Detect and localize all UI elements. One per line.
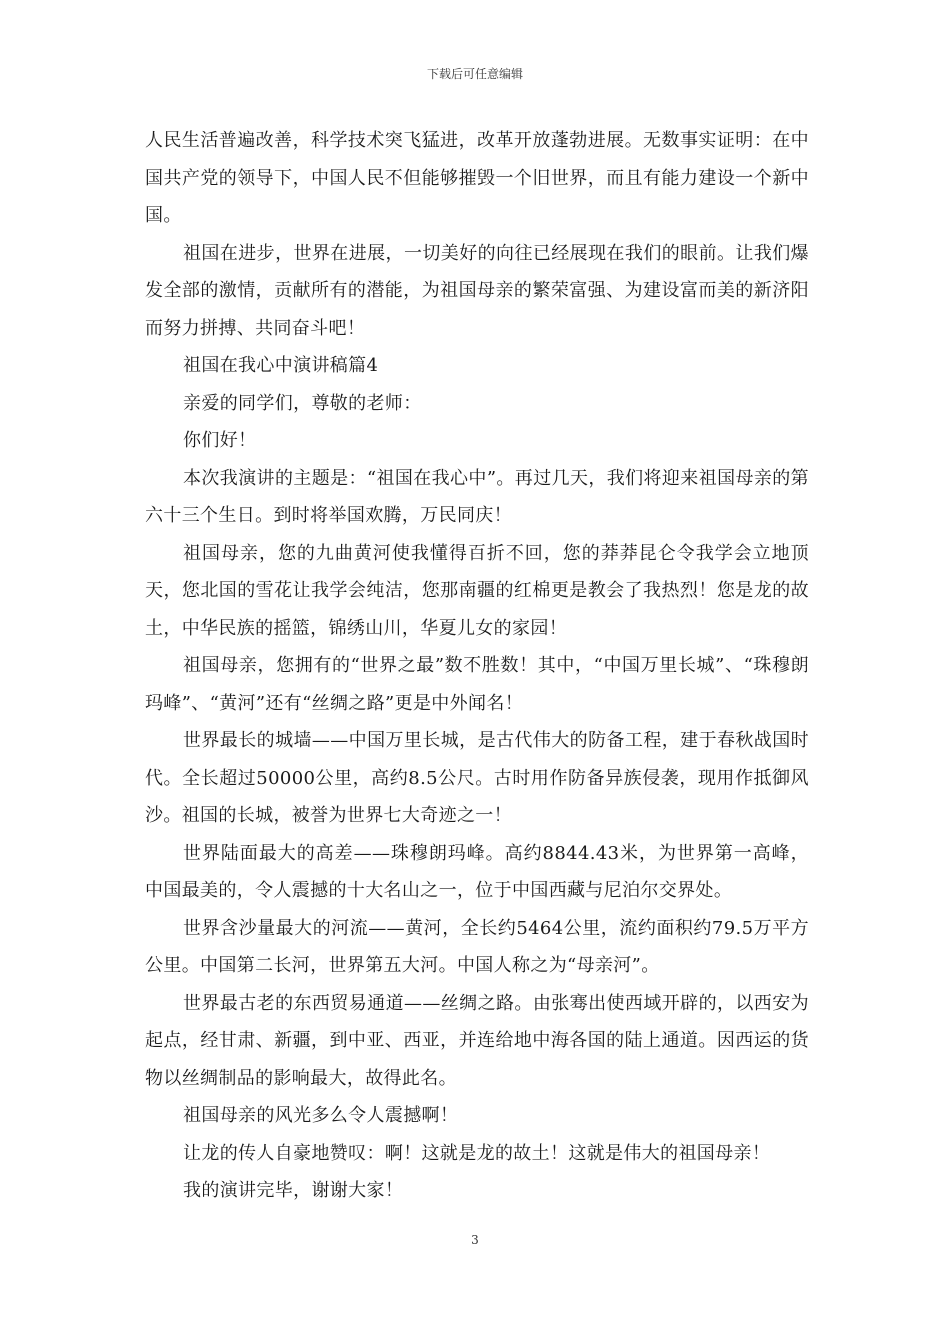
section-title: 祖国在我心中演讲稿篇4 <box>183 355 379 376</box>
paragraph: 世界最长的城墙——中国万里长城，是古代伟大的防备工程，建于春秋战国时代。全长超过50000公里，高约8.5公尺。古时用作防备异族侵袭，现用作抵御风沙。祖国的长城，被誉为世界七大奇迹之一！ <box>145 730 809 826</box>
paragraph: 让龙的传人自豪地赞叹：啊！这就是龙的故土！这就是伟大的祖国母亲！ <box>183 1142 771 1164</box>
paragraph: 祖国母亲，您的九曲黄河使我懂得百折不回，您的莽莽昆仑令我学会立地顶天，您北国的雪花让我学会纯洁，您那南疆的红棉更是教会了我热烈！您是龙的故土，中华民族的摇篮，锦绣山川，华夏儿女的家园！ <box>145 542 809 639</box>
paragraph: 世界最古老的东西贸易通道——丝绸之路。由张骞出使西域开辟的，以西安为起点，经甘肃、新疆，到中亚、西亚，并连给地中海各国的陆上通道。因西运的货物以丝绸制品的影响最大，故得此名。 <box>145 992 809 1089</box>
paragraph: 祖国在进步，世界在进展，一切美好的向往已经展现在我们的眼前。让我们爆发全部的激情，贡献所有的潜能，为祖国母亲的繁荣富强、为建设富而美的新济阳而努力拼搏、共同奋斗吧！ <box>145 242 809 339</box>
paragraph: 祖国母亲，您拥有的“世界之最”数不胜数！其中，“中国万里长城”、“珠穆朗玛峰”、“黄河”还有“丝绸之路”更是中外闻名！ <box>145 655 809 714</box>
paragraph: 本次我演讲的主题是：“祖国在我心中”。再过几天，我们将迎来祖国母亲的第六十三个生日。到时将举国欢腾，万民同庆！ <box>145 467 809 526</box>
document-body <box>145 122 809 1210</box>
paragraph: 祖国母亲的风光多么令人震撼啊！ <box>183 1105 459 1126</box>
salutation: 亲爱的同学们，尊敬的老师： <box>183 392 422 414</box>
page-header: 下载后可任意编辑 <box>426 67 523 81</box>
greeting: 你们好！ <box>183 430 257 451</box>
paragraph-continued: 人民生活普遍改善，科学技术突飞猛进，改革开放蓬勃进展。无数事实证明：在中国共产党的领导下，中国人民不但能够摧毁一个旧世界，而且有能力建设一个新中国。 <box>145 130 809 226</box>
paragraph: 世界陆面最大的高差——珠穆朗玛峰。高约8844.43米，为世界第一高峰，中国最美的，令人震撼的十大名山之一，位于中国西藏与尼泊尔交界处。 <box>145 842 809 901</box>
page-number: 3 <box>471 1233 479 1247</box>
closing: 我的演讲完毕，谢谢大家！ <box>183 1180 404 1201</box>
paragraph: 世界含沙量最大的河流——黄河，全长约5464公里，流约面积约79.5万平方公里。中国第二长河，世界第五大河。中国人称之为“母亲河”。 <box>145 917 809 976</box>
